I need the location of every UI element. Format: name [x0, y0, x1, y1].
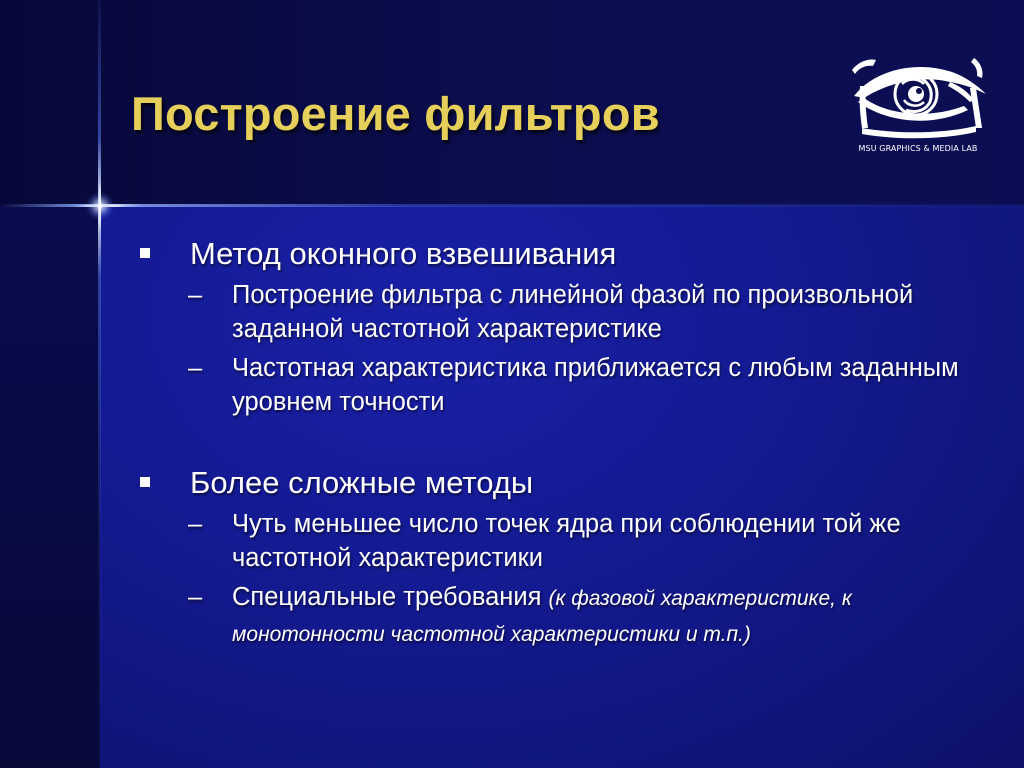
sub-item-text [232, 580, 1010, 652]
sub-item-text: Построение фильтра с линейной фазой по произвольной заданной частотной характеристике [232, 281, 914, 343]
sub-item [188, 580, 1010, 652]
sub-item [188, 278, 1010, 346]
sub-item-main-text: Специальные требования [232, 583, 542, 611]
dash-marker: – [188, 354, 203, 382]
sub-item-text: Чуть меньшее число точек ядра при соблюдении той же частотной характеристики [232, 510, 901, 572]
sub-item [188, 351, 1010, 419]
bullet-item [140, 232, 1010, 419]
sub-item-text: Частотная характеристика приближается с любым заданным уровнем точности [232, 354, 959, 416]
sub-list [140, 507, 1010, 652]
sub-list [140, 278, 1010, 419]
logo-caption: MSU GRAPHICS & MEDIA LAB [858, 144, 978, 153]
dash-marker: – [188, 583, 203, 611]
vertical-glow-line [98, 0, 101, 768]
slide-title: Построение фильтров [131, 87, 660, 140]
msu-graphics-logo [838, 48, 998, 168]
dash-marker: – [188, 510, 203, 538]
sub-item [188, 507, 1010, 575]
square-bullet-icon [140, 248, 150, 258]
sub-item-note: (к фазовой характеристике, к монотонности частотной характеристики и т.п.) [232, 587, 852, 646]
eye-icon [846, 48, 990, 142]
square-bullet-icon [140, 477, 150, 487]
slide-content [140, 232, 1010, 652]
dash-marker: – [188, 281, 203, 309]
bullet-item [140, 461, 1010, 652]
bullet-text: Более сложные методы [190, 465, 534, 500]
bullet-text: Метод оконного взвешивания [190, 236, 617, 271]
left-strip [0, 206, 100, 768]
horizontal-glow-line [0, 204, 1024, 207]
